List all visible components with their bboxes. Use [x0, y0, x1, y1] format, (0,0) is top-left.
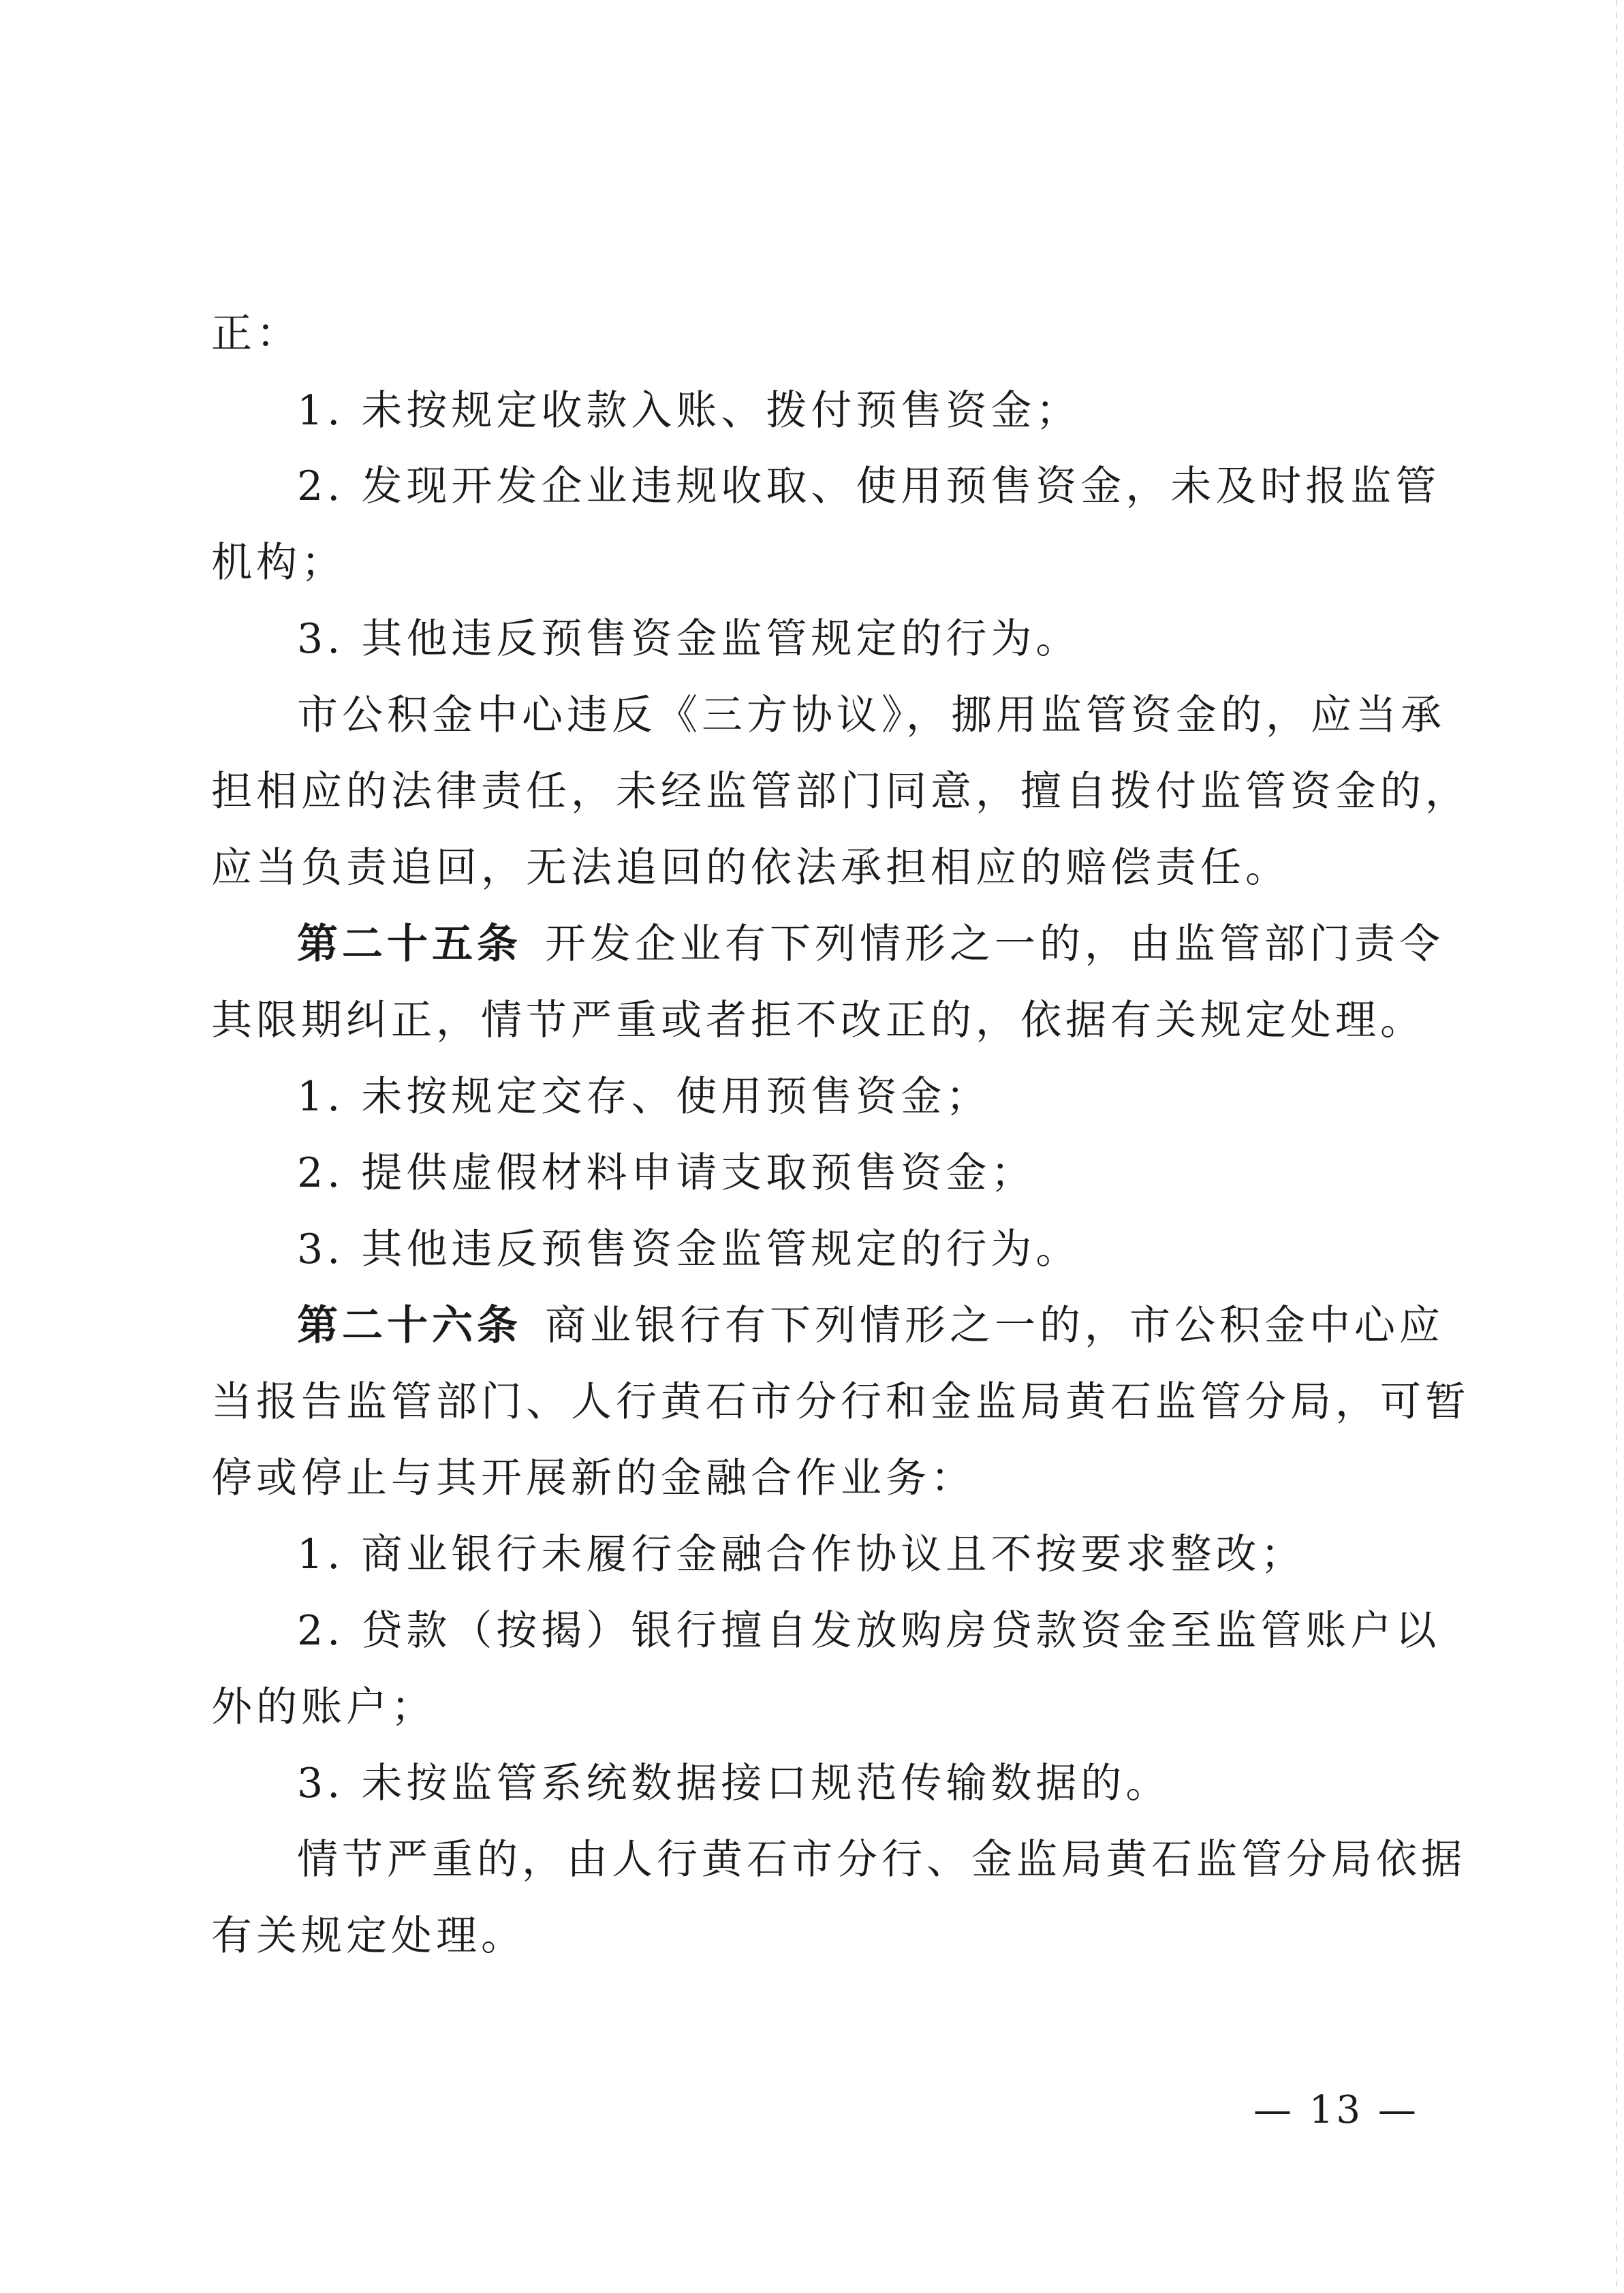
paragraph-line: 当报告监管部门、人行黄石市分行和金监局黄石监管分局，可暂 [211, 1378, 1470, 1426]
text-line: 机构； [211, 539, 346, 587]
list-item: 3. 未按监管系统数据接口规范传输数据的。 [297, 1760, 1171, 1807]
text-line: 正： [211, 310, 301, 358]
text-line: 外的账户； [211, 1683, 436, 1731]
article-25-first-line [297, 917, 1444, 971]
paragraph-line: 停或停止与其开展新的金融合作业务： [211, 1454, 975, 1502]
paragraph-line: 担相应的法律责任，未经监管部门同意，擅自拨付监管资金的， [211, 768, 1470, 815]
paragraph-line: 有关规定处理。 [211, 1912, 526, 1960]
article-25-text: 开发企业有下列情形之一的，由监管部门责令 [545, 920, 1444, 968]
list-item: 2. 贷款（按揭）银行擅自发放购房贷款资金至监管账户以 [297, 1607, 1441, 1655]
paragraph-line: 应当负责追回，无法追回的依法承担相应的赔偿责任。 [211, 844, 1290, 892]
article-26-heading: 第二十六条 [297, 1302, 522, 1350]
article-26-text: 商业银行有下列情形之一的，市公积金中心应 [545, 1302, 1444, 1350]
list-item: 1. 商业银行未履行金融合作协议且不按要求整改； [297, 1531, 1306, 1578]
list-item: 1. 未按规定收款入账、拨付预售资金； [297, 387, 1081, 435]
article-26-first-line [297, 1298, 1444, 1353]
list-item: 3. 其他违反预售资金监管规定的行为。 [297, 1226, 1081, 1273]
list-item: 2. 发现开发企业违规收取、使用预售资金，未及时报监管 [297, 463, 1441, 510]
list-item: 1. 未按规定交存、使用预售资金； [297, 1073, 991, 1121]
page-number: — 13 — [1253, 2088, 1419, 2132]
paragraph-line: 市公积金中心违反《三方协议》，挪用监管资金的，应当承 [297, 691, 1446, 739]
article-25-heading: 第二十五条 [297, 920, 522, 968]
list-item: 3. 其他违反预售资金监管规定的行为。 [297, 615, 1081, 663]
paragraph-line: 情节严重的，由人行黄石市分行、金监局黄石监管分局依据 [297, 1836, 1466, 1884]
paragraph-line: 其限期纠正，情节严重或者拒不改正的，依据有关规定处理。 [211, 997, 1425, 1044]
scan-edge-divider [1616, 0, 1617, 2293]
list-item: 2. 提供虚假材料申请支取预售资金； [297, 1149, 1036, 1197]
